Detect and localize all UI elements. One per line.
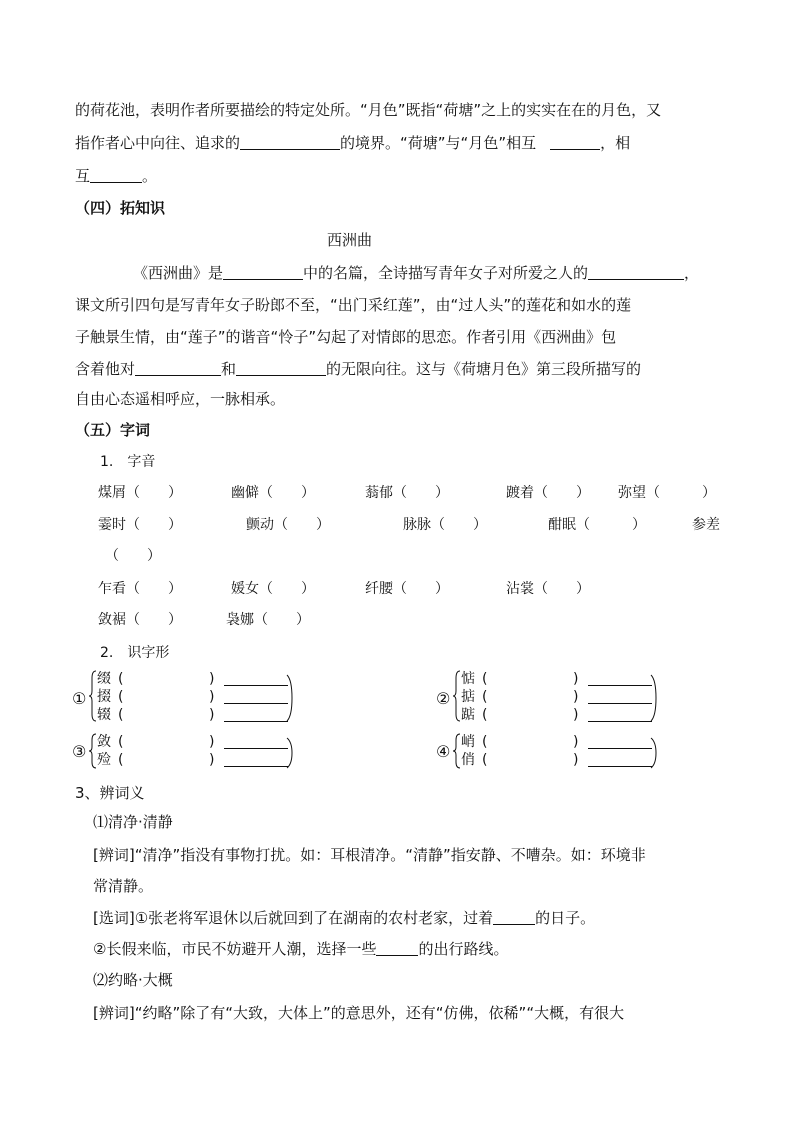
text-segment: 《西洲曲》是 — [133, 264, 224, 282]
fill-blank[interactable] — [588, 264, 684, 280]
text-line: 的荷花池，表明作者所要描绘的特定处所。“月色”既指“荷塘”之上的实实在在的月色，又 — [75, 101, 662, 119]
word-blank[interactable] — [588, 721, 652, 722]
pronunciation-item[interactable]: 煤屑（ ） — [98, 485, 182, 501]
left-brace-icon — [89, 670, 97, 722]
paren[interactable]: ( — [482, 707, 488, 723]
char-item: 掂 — [461, 689, 475, 705]
text-line: 课文所引四句是写青年女子盼郎不至，“出门采红莲”，由“过人头”的莲花和如水的莲 — [75, 296, 632, 314]
word-blank[interactable] — [588, 703, 652, 704]
paren[interactable]: ) — [573, 689, 579, 705]
text-segment: 的无限向往。这与《荷塘月色》第三段所描写的 — [326, 360, 642, 378]
section-heading: （五）字词 — [75, 421, 151, 439]
paren[interactable]: ) — [573, 671, 579, 687]
pronunciation-item[interactable]: 媛女（ ） — [231, 581, 315, 597]
paren[interactable]: ( — [118, 671, 124, 687]
text-line: 自由心态遥相呼应，一脉相承。 — [75, 390, 286, 408]
paren[interactable]: ) — [209, 707, 215, 723]
paren[interactable]: ( — [118, 734, 124, 750]
paren[interactable]: ( — [482, 734, 488, 750]
group-number: ① — [72, 689, 87, 708]
right-bracket-icon — [650, 737, 658, 769]
text-segment: 的出行路线。 — [418, 940, 509, 958]
paren[interactable]: ( — [118, 689, 124, 705]
fill-blank[interactable] — [240, 134, 340, 150]
text-segment: ，相 — [600, 134, 631, 152]
pronunciation-item[interactable]: 参差 — [692, 517, 720, 533]
word-blank[interactable] — [224, 721, 288, 722]
pronunciation-item[interactable]: 脉脉（ ） — [403, 517, 487, 533]
subsection-label: 2. 识字形 — [100, 645, 170, 661]
char-item: 敛 — [97, 734, 111, 750]
pronunciation-blank[interactable]: （ ） — [105, 548, 161, 564]
text-line — [75, 359, 641, 379]
word-blank[interactable] — [224, 685, 288, 686]
text-line — [93, 908, 595, 928]
left-brace-icon — [89, 733, 97, 769]
section-heading: （四）拓知识 — [75, 199, 166, 217]
text-segment: 和 — [221, 360, 237, 378]
fill-blank[interactable] — [376, 940, 418, 956]
text-segment: 中的名篇，全诗描写青年女子对所爱之人的 — [303, 264, 589, 282]
text-segment: 的境界。“荷塘”与“月色”相互 — [340, 134, 537, 152]
text-line — [133, 263, 699, 283]
text-segment: 互 — [75, 167, 91, 185]
right-bracket-icon — [286, 737, 294, 769]
word-blank[interactable] — [588, 748, 652, 749]
char-item: 峭 — [461, 734, 475, 750]
text-line — [75, 133, 630, 153]
text-segment: ②长假来临，市民不妨避开人潮，选择一些 — [93, 940, 377, 958]
pronunciation-item[interactable]: 颤动（ ） — [246, 517, 330, 533]
text-segment: 。 — [142, 167, 158, 185]
paren[interactable]: ( — [118, 752, 124, 768]
left-brace-icon — [453, 670, 461, 722]
group-number: ④ — [436, 742, 451, 761]
group-number: ③ — [72, 742, 87, 761]
pronunciation-item[interactable]: 沾裳（ ） — [506, 581, 590, 597]
paren[interactable]: ) — [209, 689, 215, 705]
char-item: 殓 — [97, 752, 111, 768]
paren[interactable]: ) — [209, 752, 215, 768]
paren[interactable]: ( — [482, 752, 488, 768]
left-brace-icon — [453, 733, 461, 769]
paren[interactable]: ) — [573, 707, 579, 723]
fill-blank[interactable] — [223, 264, 303, 280]
pronunciation-item[interactable]: 幽僻（ ） — [231, 485, 315, 501]
text-segment: 的日子。 — [535, 909, 596, 927]
right-bracket-icon — [650, 674, 658, 722]
paren[interactable]: ) — [573, 734, 579, 750]
paren[interactable]: ( — [118, 707, 124, 723]
pronunciation-item[interactable]: 踱着（ ） — [506, 485, 590, 501]
pronunciation-item[interactable]: 酣眠（ ） — [548, 517, 646, 533]
text-segment: 含着他对 — [75, 360, 136, 378]
pronunciation-item[interactable]: 蓊郁（ ） — [365, 485, 449, 501]
char-item: 惦 — [461, 671, 475, 687]
subsection-label: ⑵约略·大概 — [93, 971, 173, 989]
paren[interactable]: ) — [209, 734, 215, 750]
fill-blank[interactable] — [90, 167, 142, 183]
pronunciation-item[interactable]: 霎时（ ） — [98, 517, 182, 533]
section-heading: 3、辨词义 — [75, 784, 145, 802]
paren[interactable]: ) — [573, 752, 579, 768]
text-line: 常清静。 — [93, 877, 154, 895]
fill-blank[interactable] — [135, 360, 221, 376]
word-blank[interactable] — [588, 685, 652, 686]
text-segment: ， — [684, 264, 700, 282]
pronunciation-item[interactable]: 纤腰（ ） — [365, 581, 449, 597]
pronunciation-item[interactable]: 袅娜（ ） — [226, 612, 310, 628]
text-line: 子触景生情，由“莲子”的谐音“怜子”勾起了对情郎的思恋。作者引用《西洲曲》包 — [75, 328, 617, 346]
text-line — [93, 939, 508, 959]
char-item: 辍 — [97, 707, 111, 723]
subsection-label: 1. 字音 — [100, 454, 156, 470]
subsection-label: ⑴清净·清静 — [93, 813, 173, 831]
pronunciation-item[interactable]: 敛裾（ ） — [98, 612, 182, 628]
right-bracket-icon — [286, 674, 294, 722]
text-line: [辨词]“约略”除了有“大致，大体上”的意思外，还有“仿佛，依稀”“大概，有很大 — [93, 1004, 625, 1022]
fill-blank[interactable] — [236, 360, 326, 376]
paren[interactable]: ( — [482, 689, 488, 705]
word-blank[interactable] — [588, 766, 652, 767]
word-blank[interactable] — [224, 703, 288, 704]
group-number: ② — [436, 689, 451, 708]
text-line — [75, 166, 157, 186]
char-item: 掇 — [97, 689, 111, 705]
pronunciation-item[interactable]: 乍看（ ） — [98, 581, 182, 597]
paren[interactable]: ( — [482, 671, 488, 687]
poem-title: 西洲曲 — [327, 231, 373, 249]
paren[interactable]: ) — [209, 671, 215, 687]
char-item: 缀 — [97, 671, 111, 687]
pronunciation-item[interactable]: 弥望（ ） — [618, 485, 716, 501]
text-segment: [选词]①张老将军退休以后就回到了在湖南的农村老家，过着 — [93, 909, 494, 927]
word-blank[interactable] — [224, 748, 288, 749]
text-segment: 指作者心中向往、追求的 — [75, 134, 241, 152]
word-blank[interactable] — [224, 766, 288, 767]
char-item: 踮 — [461, 707, 475, 723]
fill-blank[interactable] — [550, 134, 600, 150]
text-line: [辨词]“清净”指没有事物打扰。如：耳根清净。“清静”指安静、不嘈杂。如：环境非 — [93, 846, 646, 864]
fill-blank[interactable] — [493, 909, 535, 925]
char-item: 俏 — [461, 752, 475, 768]
